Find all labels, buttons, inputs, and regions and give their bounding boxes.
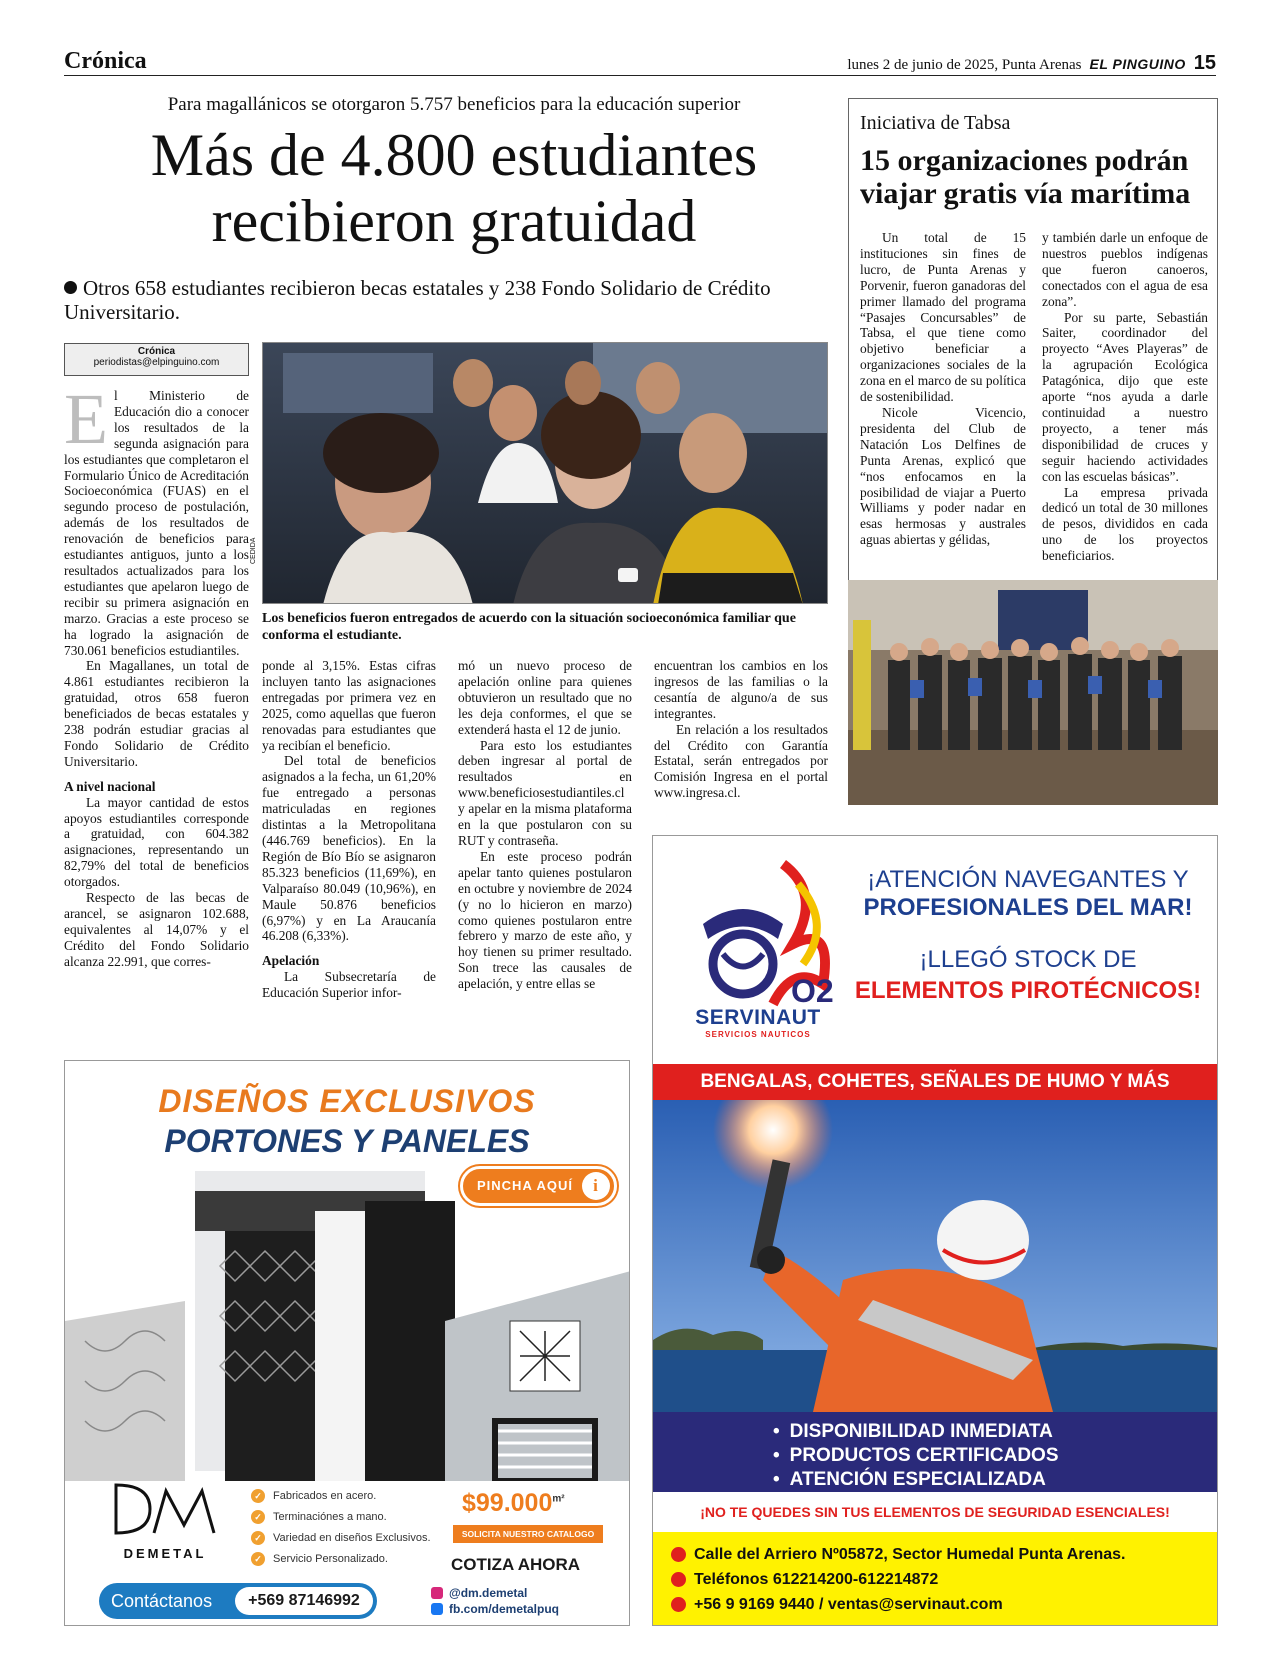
dm-logo-icon [110,1481,220,1537]
col3-paragraph-3: En este proceso podrán apelar tanto quienes postularon en octubre y noviembre de 2024 (y no lo hicieron en marzo) como quienes postularon entre febrero y marzo de este año, y hoy tienen su primer resultado. Son trece las causales de apelación, y entre ellas se [458,848,632,992]
price-unit: m² [552,1493,565,1505]
col2-paragraph-1: ponde al 3,15%. Estas cifras incluyen tanto las asignaciones entregadas por primera vez en 2025, como aquellas que fueron renovadas para estudiantes que ya recibían el beneficio. [262,658,436,753]
main-column-2 [262,658,436,1001]
phone-icon [671,1572,686,1587]
col3-paragraph-2: Para esto los estudiantes deben ingresar al portal de resultados en www.beneficiosestudiantiles.cl y apelar en la misma plataforma en la que postularon con su RUT y contraseña. [458,737,632,848]
whatsapp-line[interactable]: +56 9 9169 9440 / ventas@servinaut.com [671,1592,1217,1617]
dropcap: E [64,379,108,459]
location-pin-icon [671,1547,686,1562]
benefits-list [653,1412,1217,1492]
sidebar-kicker: Iniciativa de Tabsa [860,112,1011,134]
page-number: 15 [1193,52,1216,74]
phones-line[interactable]: Teléfonos 612214200-612214872 [671,1567,1217,1592]
demetal-logo [95,1481,235,1561]
feature-item: ✓ Variedad en diseños Exclusivos. [251,1527,431,1548]
servinaut-line-1: ¡ATENCIÓN NAVEGANTES Y [867,866,1189,893]
catalog-button[interactable]: SOLICITA NUESTRO CATALOGO [453,1525,603,1543]
sidebar-photo [848,580,1218,805]
sidebar-col2-paragraph-3: La empresa privada dedicó un total de 30 millones de pesos, divididos en cada uno de los proyectos beneficiarios. [1042,484,1208,564]
demetal-features-list [251,1485,431,1569]
col2-paragraph-2: Del total de beneficios asignados a la fecha, un 61,20% fue entregado a personas matriculadas en regiones distintas a la Metropolitana (446.769 beneficios). En la Región de Bío Bío se asignaron 85.323 beneficios (11,69%), en Valparaíso 80.049 (10,96%), en Maule 50.876 beneficios (6,97%) y en La Araucanía 46.208 (6,33%). [262,753,436,944]
sidebar-col2-paragraph-2: Por su parte, Sebastián Saiter, coordinador del proyecto “Aves Playeras” de la agrupación Ecológica Patagónica, dijo que este aporte “nos ayuda a darle continuidad a nuestro proyecto, a tener más disponibilidad de cruces y seguir haciendo actividades con las escuelas básicas”. [1042,309,1208,484]
cotiza-ahora-text: COTIZA AHORA [451,1555,581,1574]
feature-item: ✓ Servicio Personalizado. [251,1548,431,1569]
students-photo-illustration [263,343,828,604]
header-right [847,52,1216,75]
benefit-item: • ATENCIÓN ESPECIALIZADA [773,1468,1217,1492]
sidebar-column-1 [860,230,1026,548]
instagram-icon [431,1587,443,1599]
pincha-aqui-button[interactable] [460,1166,617,1206]
check-icon: ✓ [251,1510,265,1524]
whatsapp-icon [671,1597,686,1612]
contact-pill[interactable] [99,1583,377,1619]
col1-paragraph-1: l Ministerio de Educación dio a conocer los resultados de la segunda asignación para los estudiantes que completaron el Formulario Único de Acreditación Socioeconómica (FUAS) en el segundo proceso de postulación, además de los resultados de renovación de beneficios para estudiantes antiguos, junto a los resultados actualizados para los estudiantes que apelaron luego de recibir su primera asignación en marzo. Gracias a este proceso se ha logrado la asignación de 730.061 beneficios estudiantiles. [64,388,249,658]
servinaut-name: SERVINAUT [695,1006,821,1029]
main-column-1 [64,379,249,970]
servinaut-line-2: PROFESIONALES DEL MAR! [863,894,1193,921]
servinaut-benefits-bar [653,1412,1217,1492]
facebook-icon [431,1603,443,1615]
demetal-ad[interactable] [64,1060,630,1626]
demetal-headline-2: PORTONES Y PANELES [164,1123,530,1159]
benefit-item: • DISPONIBILIDAD INMEDIATA [773,1420,1217,1444]
flare-photo-illustration [653,1100,1217,1412]
sidebar-col2-paragraph-1: y también darle un enfoque de nuestros pueblos indígenas que fueron canoeros, conectados con el agua de esa zona”. [1042,230,1208,309]
col1-paragraph-3: La mayor cantidad de estos apoyos estudiantiles corresponde a gratuidad, con 604.382 asignaciones, representando un 82,79% del total de beneficios otorgados. [64,794,249,890]
main-kicker: Para magallánicos se otorgaron 5.757 beneficios para la educación superior [167,94,741,115]
servinaut-warning: ¡NO TE QUEDES SIN TUS ELEMENTOS DE SEGURIDAD ESENCIALES! [700,1504,1170,1520]
feature-item: ✓ Fabricados en acero. [251,1485,431,1506]
servinaut-line-4: ELEMENTOS PIROTÉCNICOS! [854,977,1202,1004]
address-line: Calle del Arriero Nº05872, Sector Humedal Punta Arenas. [671,1542,1217,1567]
servinaut-line-3: ¡LLEGÓ STOCK DE [919,946,1137,973]
sidebar-column-2 [1042,230,1208,564]
social-links [431,1585,559,1617]
check-icon: ✓ [251,1531,265,1545]
col1-subheading: A nivel nacional [64,778,156,794]
flare-photo [653,1100,1217,1412]
check-icon: ✓ [251,1489,265,1503]
newspaper-logo: EL PINGUINO [1089,56,1186,72]
demetal-phone[interactable]: +569 87146992 [235,1587,373,1615]
bullet-icon [64,281,77,294]
servinaut-products-bar: BENGALAS, COHETES, SEÑALES DE HUMO Y MÁS [653,1064,1217,1100]
feature-item: ✓ Terminaciónes a mano. [251,1506,431,1527]
demetal-headline-1: DISEÑOS EXCLUSIVOS [158,1083,536,1119]
page-header [64,48,1216,76]
servinaut-subtitle: SERVICIOS NAUTICOS [705,1030,811,1039]
group-photo-illustration [848,580,1218,805]
sidebar-col1-paragraph-1: Un total de 15 instituciones sin fines de lucro, de Punta Arenas y Porvenir, fueron ganadoras del primer llamado del programa “Pasajes Concursables” de Tabsa, el que tiene como objetivo beneficiar a organizaciones sociales de la zona en el marco de su política de sostenibilidad. [860,230,1026,405]
section-name: Crónica [64,48,147,74]
svg-text:O2: O2 [791,973,834,1009]
instagram-link[interactable]: @dm.demetal [431,1585,559,1601]
col1-paragraph-4: Respecto de las becas de arancel, se asignaron 102.688, equivalentes al 14,07% y el Crédito del Fondo Solidario alcanza 22.991, que corres- [64,890,249,969]
gates-photo-illustration [65,1171,630,1481]
benefit-item: • PRODUCTOS CERTIFICADOS [773,1444,1217,1468]
main-column-4 [654,658,828,801]
byline-email[interactable]: periodistas@elpinguino.com [93,357,220,368]
photo-caption: Los beneficios fueron entregados de acuerdo con la situación socioeconómica familiar que conforma el estudiante. [262,611,796,643]
main-subhead [64,276,844,324]
servinaut-brand [683,1006,833,1039]
subhead-text: Otros 658 estudiantes recibieron becas estatales y 238 Fondo Solidario de Crédito Universitario. [64,276,771,324]
main-photo [262,342,828,604]
facebook-link[interactable]: fb.com/demetalpuq [431,1601,559,1617]
main-headline: Más de 4.800 estudiantes recibieron gratuidad [150,122,758,254]
byline-box [64,343,249,376]
sidebar-col1-paragraph-2: Nicole Vicencio, presidenta del Club de Natación Los Delfines de Punta Arenas, explicó que “nos enfocamos en la posibilidad de viajar a Puerto Williams y poder nadar en esas hermosas y australes aguas abiertas y gélidas, [860,404,1026,548]
col2-paragraph-3: La Subsecretaría de Educación Superior infor- [262,969,436,1001]
info-icon: i [582,1172,610,1200]
col2-subheading: Apelación [262,953,320,969]
demetal-brand-name: DEMETAL [123,1546,207,1561]
photo-credit: CEDIDA [250,537,257,564]
cta-label: PINCHA AQUÍ [477,1178,573,1193]
issue-date: lunes 2 de junio de 2025, Punta Arenas [847,57,1082,73]
col4-paragraph-2: En relación a los resultados del Crédito con Garantía Estatal, serán entregados por Comisión Ingresa en el portal www.ingresa.cl. [654,721,828,801]
col1-paragraph-2: En Magallanes, un total de 4.861 estudiantes recibieron la gratuidad, otros 658 fueron beneficiados de becas estatales y 238 podrán estudiar gracias al Fondo Solidario de Crédito Universitario. [64,658,249,769]
byline-name: Crónica [137,346,176,357]
col4-paragraph-1: encuentran los cambios en los ingresos de las familias o la cesantía de alguno/a de sus integrantes. [654,658,828,721]
main-column-3 [458,658,632,992]
svg-text:DM: DM [164,1513,166,1514]
servinaut-ad[interactable] [652,835,1218,1626]
check-icon: ✓ [251,1552,265,1566]
contact-label: Contáctanos [111,1591,213,1611]
col3-paragraph-1: mó un nuevo proceso de apelación online para quienes obtuvieron un resultado que no les deja conformes, el que se extenderá hasta el 12 de junio. [458,658,632,737]
demetal-price: $\$99.000^{m^2}$ [462,1489,565,1517]
sidebar-title: 15 organizaciones podrán viajar gratis vía marítima [860,144,1191,210]
servinaut-contact-box [653,1532,1217,1626]
